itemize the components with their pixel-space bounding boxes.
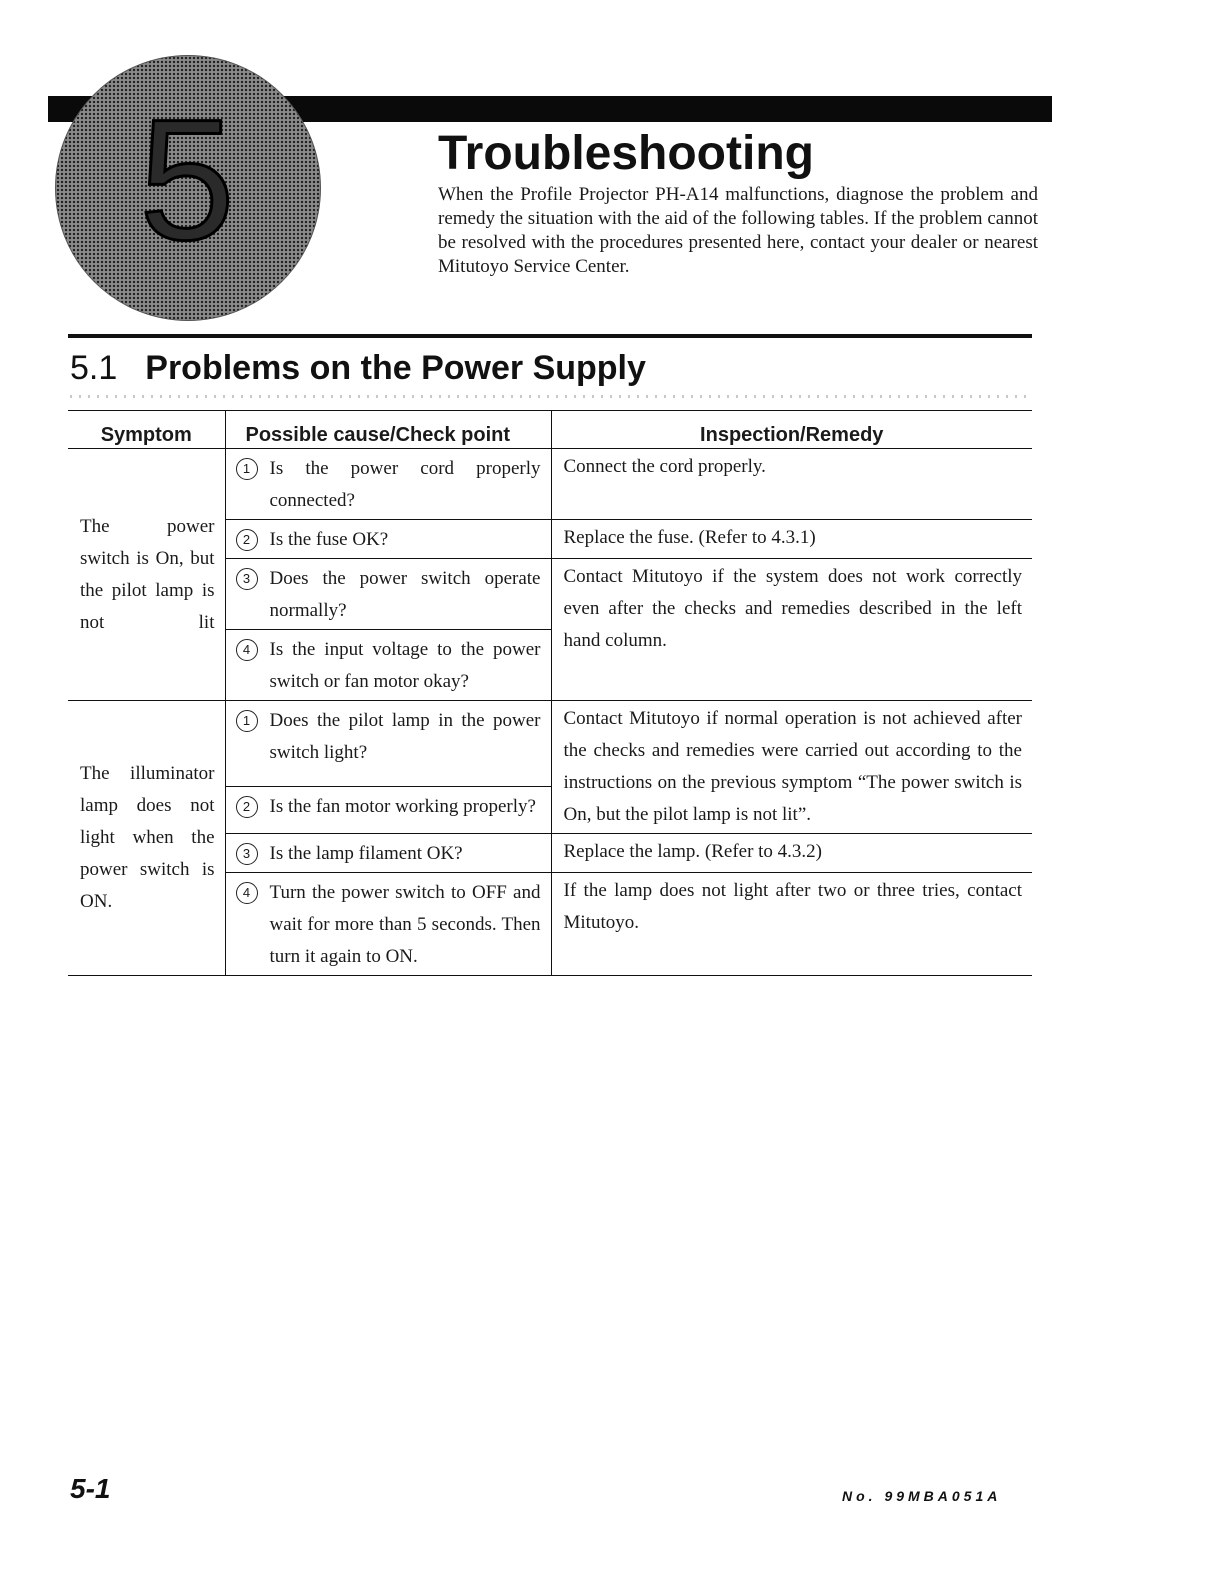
circled-number-marker: 3	[236, 568, 258, 590]
remedy-cell: Replace the lamp. (Refer to 4.3.2)	[551, 834, 1032, 873]
circled-number-marker: 4	[236, 882, 258, 904]
scan-noise-line	[70, 395, 1032, 398]
page-number: 5-1	[70, 1473, 111, 1504]
cause-cell	[225, 786, 551, 833]
remedy-cell: Contact Mitutoyo if normal operation is not achieved after the checks and remedies were carried out according to the instructions on the previous symptom “The power switch is On, but the pilot lamp is not lit”.	[551, 701, 1032, 834]
document-number: No. 99MBA051A	[842, 1488, 1002, 1504]
circled-number-marker: 1	[236, 458, 258, 480]
cause-text: Does the power switch operate normally?	[269, 568, 541, 621]
troubleshooting-table	[68, 410, 1032, 976]
cause-cell	[225, 449, 551, 520]
section-divider	[68, 334, 1032, 338]
cause-text: Does the pilot lamp in the power switch light?	[269, 710, 541, 763]
cause-cell	[225, 520, 551, 559]
section-number: 5.1	[70, 349, 118, 387]
cause-text: Turn the power switch to OFF and wait for more than 5 seconds. Then turn it again to ON.	[269, 882, 541, 967]
table-header-row	[68, 411, 1032, 449]
cause-cell	[225, 873, 551, 976]
cause-text: Is the fan motor working properly?	[269, 795, 536, 817]
table-row	[68, 449, 1032, 520]
chapter-number: 5	[139, 84, 235, 276]
cause-cell	[225, 630, 551, 701]
circled-number-marker: 1	[236, 710, 258, 732]
section-heading	[70, 342, 646, 394]
symptom-cell: The power switch is On, but the pilot lamp is not lit	[68, 449, 225, 701]
cause-cell	[225, 559, 551, 630]
cause-cell	[225, 701, 551, 787]
circled-number-marker: 4	[236, 639, 258, 661]
section-title: Problems on the Power Supply	[145, 349, 646, 387]
chapter-intro: When the Profile Projector PH-A14 malfunctions, diagnose the problem and remedy the situation with the aid of the following tables. If the problem cannot be resolved with the procedures presented here, contact your dealer or nearest Mitutoyo Service Center.	[438, 184, 1038, 277]
cause-text: Is the fuse OK?	[269, 529, 389, 550]
circled-number-marker: 2	[236, 529, 258, 551]
cause-text: Is the lamp filament OK?	[269, 843, 463, 864]
remedy-cell: Connect the cord properly.	[551, 449, 1032, 520]
remedy-cell: If the lamp does not light after two or three tries, contact Mitutoyo.	[551, 873, 1032, 976]
cause-text: Is the input voltage to the power switch or fan motor okay?	[269, 639, 541, 692]
cause-cell	[225, 834, 551, 873]
circled-number-marker: 3	[236, 843, 258, 865]
cause-text: Is the power cord properly connected?	[269, 458, 541, 511]
header-remedy: Inspection/Remedy	[551, 411, 1032, 449]
remedy-cell: Contact Mitutoyo if the system does not work correctly even after the checks and remedies described in the left hand column.	[551, 559, 1032, 701]
table-row	[68, 701, 1032, 787]
circled-number-marker: 2	[236, 796, 258, 818]
remedy-cell: Replace the fuse. (Refer to 4.3.1)	[551, 520, 1032, 559]
symptom-cell: The illuminator lamp does not light when the power switch is ON.	[68, 701, 225, 976]
chapter-title: Troubleshooting	[438, 127, 814, 180]
header-cause: Possible cause/Check point	[225, 411, 551, 449]
header-symptom: Symptom	[68, 411, 225, 449]
